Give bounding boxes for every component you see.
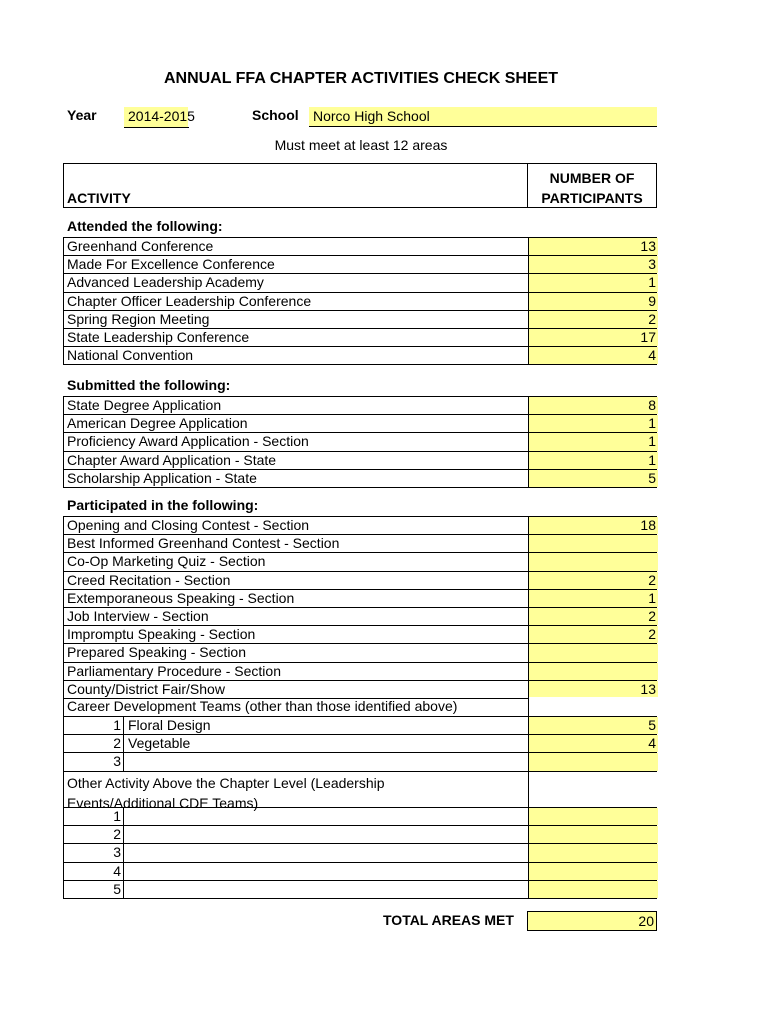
- participant-count[interactable]: [528, 535, 658, 552]
- row-index: 4: [64, 863, 124, 880]
- total-areas-value[interactable]: 20: [527, 911, 657, 931]
- table-row: [63, 608, 657, 626]
- participant-count[interactable]: 9: [528, 293, 658, 310]
- participant-count[interactable]: 2: [528, 311, 658, 328]
- table-row: [63, 470, 657, 488]
- table-row: [63, 590, 657, 608]
- activity-name: American Degree Application: [67, 415, 248, 432]
- participant-count[interactable]: 4: [528, 347, 658, 364]
- activity-name: Prepared Speaking - Section: [67, 644, 246, 661]
- activity-name: Chapter Officer Leadership Conference: [67, 292, 312, 309]
- activity-name: Greenhand Conference: [67, 238, 214, 254]
- activity-name: Parliamentary Procedure - Section: [67, 662, 281, 679]
- cde-row: [63, 717, 657, 735]
- other-row: [63, 863, 657, 881]
- cde-heading-count: [528, 697, 658, 716]
- activity-name: State Degree Application: [67, 397, 222, 413]
- participant-count[interactable]: [528, 644, 658, 661]
- participant-count[interactable]: 1: [528, 433, 658, 450]
- participant-count[interactable]: 1: [528, 452, 658, 469]
- participant-count[interactable]: [528, 553, 658, 570]
- section-heading: Participated in the following:: [67, 497, 259, 513]
- participant-count[interactable]: 13: [528, 238, 658, 255]
- table-row: [63, 329, 657, 347]
- table-row: [63, 347, 657, 365]
- other-heading-line1: Other Activity Above the Chapter Level (Leadership: [67, 774, 385, 791]
- other-heading-count: [528, 772, 658, 807]
- table-row: [63, 256, 657, 274]
- activity-name: Scholarship Application - State: [67, 469, 257, 486]
- participant-count[interactable]: 2: [528, 626, 658, 643]
- header-participants: [528, 168, 656, 208]
- participant-count[interactable]: 4: [528, 735, 658, 752]
- participant-count[interactable]: 3: [528, 256, 658, 273]
- table-row: [63, 293, 657, 311]
- header-participants-line2: PARTICIPANTS: [541, 190, 643, 206]
- activity-name: County/District Fair/Show: [67, 680, 225, 697]
- participant-count[interactable]: [528, 863, 658, 880]
- participant-count[interactable]: 2: [528, 572, 658, 589]
- table-row: [63, 535, 657, 553]
- table-row: [63, 516, 657, 535]
- row-index: 2: [64, 826, 124, 843]
- table-row: [63, 396, 657, 415]
- other-row: [63, 826, 657, 844]
- row-index: 1: [64, 717, 124, 734]
- activity-name: Opening and Closing Contest - Section: [67, 517, 310, 533]
- table-row: [63, 433, 657, 451]
- row-index: 3: [64, 753, 124, 770]
- activity-name: Job Interview - Section: [67, 608, 209, 624]
- activity-name: Proficiency Award Application - Section: [67, 433, 309, 450]
- other-row: [63, 808, 657, 826]
- cde-heading-row: [63, 697, 657, 717]
- page-title: ANNUAL FFA CHAPTER ACTIVITIES CHECK SHEET: [163, 70, 559, 87]
- row-index: 5: [64, 881, 124, 898]
- cde-heading: Career Development Teams (other than those identified above): [67, 698, 458, 714]
- activity-name: Made For Excellence Conference: [67, 256, 275, 273]
- participant-count[interactable]: 8: [528, 397, 658, 414]
- activity-name: National Convention: [67, 347, 194, 364]
- participant-count[interactable]: [528, 808, 658, 825]
- activity-name: Impromptu Speaking - Section: [67, 626, 256, 643]
- activity-name: Chapter Award Application - State: [67, 451, 277, 468]
- header-participants-line1: NUMBER OF: [549, 170, 635, 186]
- header-activity: ACTIVITY: [67, 190, 131, 206]
- participant-count[interactable]: [528, 753, 658, 770]
- table-row: [63, 452, 657, 470]
- table-row: [63, 415, 657, 433]
- activity-name: Co-Op Marketing Quiz - Section: [67, 553, 266, 570]
- participant-count[interactable]: 1: [528, 590, 658, 607]
- other-heading-row: [63, 772, 657, 811]
- row-index: 3: [64, 844, 124, 861]
- participant-count[interactable]: 5: [528, 470, 658, 487]
- activity-name: Spring Region Meeting: [67, 310, 210, 327]
- total-areas-label: TOTAL AREAS MET: [383, 912, 514, 928]
- participant-count[interactable]: 13: [528, 681, 658, 698]
- activity-name: Advanced Leadership Academy: [67, 274, 264, 291]
- participant-count[interactable]: [528, 844, 658, 861]
- cde-row: [63, 735, 657, 753]
- table-row: [63, 311, 657, 329]
- cde-name: Floral Design: [128, 717, 211, 733]
- other-row: [63, 881, 657, 899]
- other-row: [63, 844, 657, 862]
- participant-count[interactable]: 2: [528, 608, 658, 625]
- year-field[interactable]: [124, 107, 195, 128]
- table-row: [63, 663, 657, 681]
- row-index: 1: [64, 808, 124, 825]
- section-heading: Submitted the following:: [67, 377, 231, 393]
- requirement-note: Must meet at least 12 areas: [274, 137, 448, 153]
- activity-name: Creed Recitation - Section: [67, 571, 231, 588]
- other-heading: [67, 773, 385, 813]
- participant-count[interactable]: 17: [528, 329, 658, 346]
- year-value: 2014-2015: [128, 108, 195, 124]
- activity-name: Extemporaneous Speaking - Section: [67, 589, 295, 606]
- table-row: [63, 644, 657, 662]
- participant-count[interactable]: 1: [528, 274, 658, 291]
- participant-count[interactable]: [528, 826, 658, 843]
- school-field[interactable]: [309, 107, 657, 127]
- participant-count[interactable]: [528, 881, 658, 898]
- table-row: [63, 237, 657, 256]
- table-row: [63, 553, 657, 571]
- section-heading: Attended the following:: [67, 218, 223, 234]
- cde-row: [63, 753, 657, 771]
- participant-count[interactable]: 1: [528, 415, 658, 432]
- table-row: [63, 274, 657, 292]
- table-row: [63, 572, 657, 590]
- activity-name: State Leadership Conference: [67, 329, 250, 345]
- cde-name: Vegetable: [128, 735, 191, 752]
- participant-count[interactable]: 18: [528, 517, 658, 534]
- year-label: Year: [67, 107, 97, 123]
- school-value: Norco High School: [313, 108, 430, 124]
- table-row: [63, 626, 657, 644]
- other-heading-line2: Events/Additional CDE Teams): [67, 794, 259, 811]
- participant-count[interactable]: [528, 663, 658, 680]
- activity-name: Best Informed Greenhand Contest - Section: [67, 535, 340, 552]
- school-label: School: [252, 107, 299, 123]
- participant-count[interactable]: 5: [528, 717, 658, 734]
- row-index: 2: [64, 735, 124, 752]
